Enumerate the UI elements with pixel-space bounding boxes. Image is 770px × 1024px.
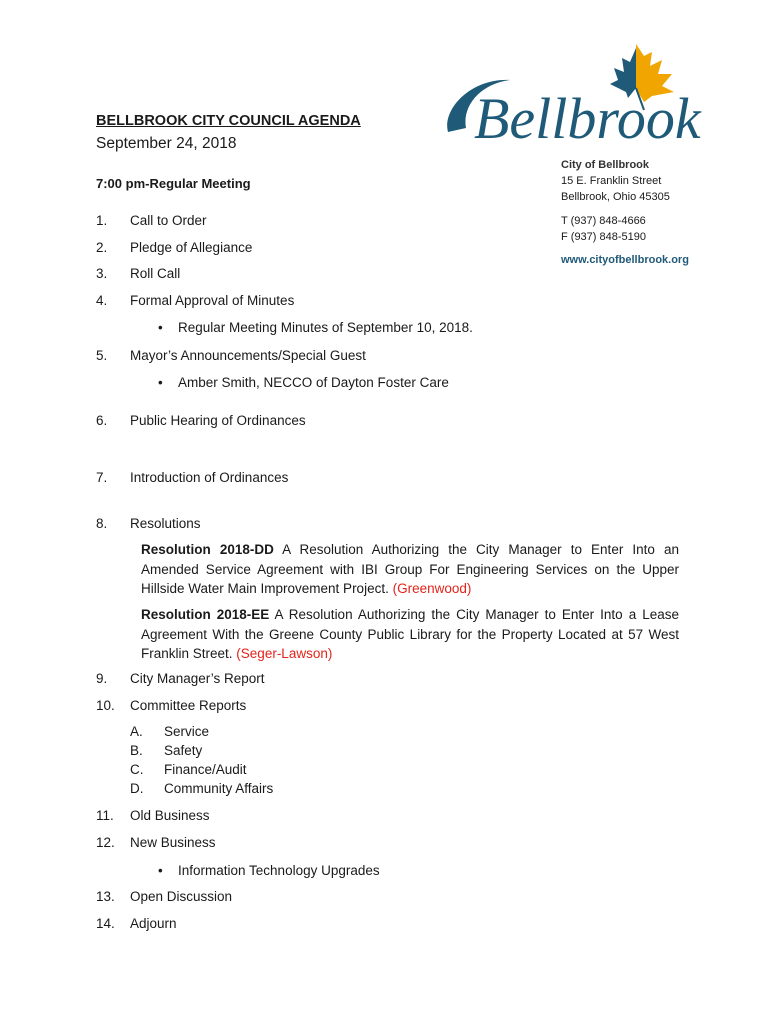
bullet-text: Amber Smith, NECCO of Dayton Foster Care <box>178 375 449 390</box>
item-number: 14. <box>96 916 115 931</box>
item-label: City Manager’s Report <box>130 671 265 686</box>
bullet-icon: • <box>158 375 163 390</box>
meeting-time: 7:00 pm-Regular Meeting <box>96 176 251 191</box>
item-number: 9. <box>96 671 108 686</box>
item-number: 4. <box>96 293 108 308</box>
item-label: Roll Call <box>130 266 181 281</box>
committee-letter: B. <box>130 743 143 758</box>
committee-letter: C. <box>130 762 144 777</box>
item-number: 8. <box>96 516 108 531</box>
committee-label: Community Affairs <box>164 781 274 796</box>
item-number: 13. <box>96 889 115 904</box>
bullet-icon: • <box>158 863 163 878</box>
item-label: Committee Reports <box>130 698 247 713</box>
resolution-paragraph <box>141 540 679 599</box>
contact-city: Bellbrook, Ohio 45305 <box>561 191 670 203</box>
resolution-id: Resolution 2018-DD <box>141 542 274 557</box>
item-label: Mayor’s Announcements/Special Guest <box>130 348 366 363</box>
resolution-text: A Resolution Authorizing the City Manager to Enter Into an Amended Service Agreement with IBI Group For Engineering Services on the Upper Hillside Water Main Improvement Project. <box>141 542 679 596</box>
item-label: Old Business <box>130 808 210 823</box>
bullet-item <box>158 375 449 390</box>
contact-street: 15 E. Franklin Street <box>561 175 662 187</box>
item-number: 12. <box>96 835 115 850</box>
item-label: Introduction of Ordinances <box>130 470 289 485</box>
agenda-date: September 24, 2018 <box>96 135 237 152</box>
contact-fax: F (937) 848-5190 <box>561 231 646 243</box>
committee-label: Service <box>164 724 210 739</box>
item-label: Open Discussion <box>130 889 233 904</box>
agenda-title: BELLBROOK CITY COUNCIL AGENDA <box>96 113 361 129</box>
item-number: 2. <box>96 240 108 255</box>
committee-letter: A. <box>130 724 143 739</box>
committee-letter: D. <box>130 781 144 796</box>
bullet-item <box>158 320 473 335</box>
resolution-paragraph <box>141 605 679 664</box>
item-number: 1. <box>96 213 108 228</box>
item-number: 5. <box>96 348 108 363</box>
committee-label: Finance/Audit <box>164 762 247 777</box>
item-label: New Business <box>130 835 216 850</box>
resolution-sponsor: (Seger-Lawson) <box>236 646 333 661</box>
item-number: 6. <box>96 413 108 428</box>
item-number: 10. <box>96 698 115 713</box>
resolution-id: Resolution 2018-EE <box>141 607 270 622</box>
resolution-sponsor: (Greenwood) <box>392 581 472 596</box>
item-label: Pledge of Allegiance <box>130 240 253 255</box>
item-label: Call to Order <box>130 213 207 228</box>
contact-phone: T (937) 848-4666 <box>561 215 646 227</box>
bullet-text: Regular Meeting Minutes of September 10, 2018. <box>178 320 473 335</box>
bullet-item <box>158 863 380 878</box>
item-number: 11. <box>96 808 114 823</box>
contact-website-link[interactable]: www.cityofbellbrook.org <box>561 254 689 266</box>
logo-wordmark: Bellbrook <box>474 86 701 145</box>
item-label: Resolutions <box>130 516 201 531</box>
bullet-icon: • <box>158 320 163 335</box>
item-label: Adjourn <box>130 916 177 931</box>
contact-org: City of Bellbrook <box>561 159 650 171</box>
resolution-text: A Resolution Authorizing the City Manager to Enter Into a Lease Agreement With the Greene County Public Library for the Property Located at 57 West Franklin Street. <box>141 607 679 661</box>
bellbrook-logo-graphic <box>440 40 730 145</box>
bellbrook-logo <box>440 40 730 145</box>
bullet-text: Information Technology Upgrades <box>178 863 380 878</box>
item-label: Public Hearing of Ordinances <box>130 413 306 428</box>
item-number: 3. <box>96 266 108 281</box>
committee-label: Safety <box>164 743 203 758</box>
item-label: Formal Approval of Minutes <box>130 293 295 308</box>
item-number: 7. <box>96 470 108 485</box>
